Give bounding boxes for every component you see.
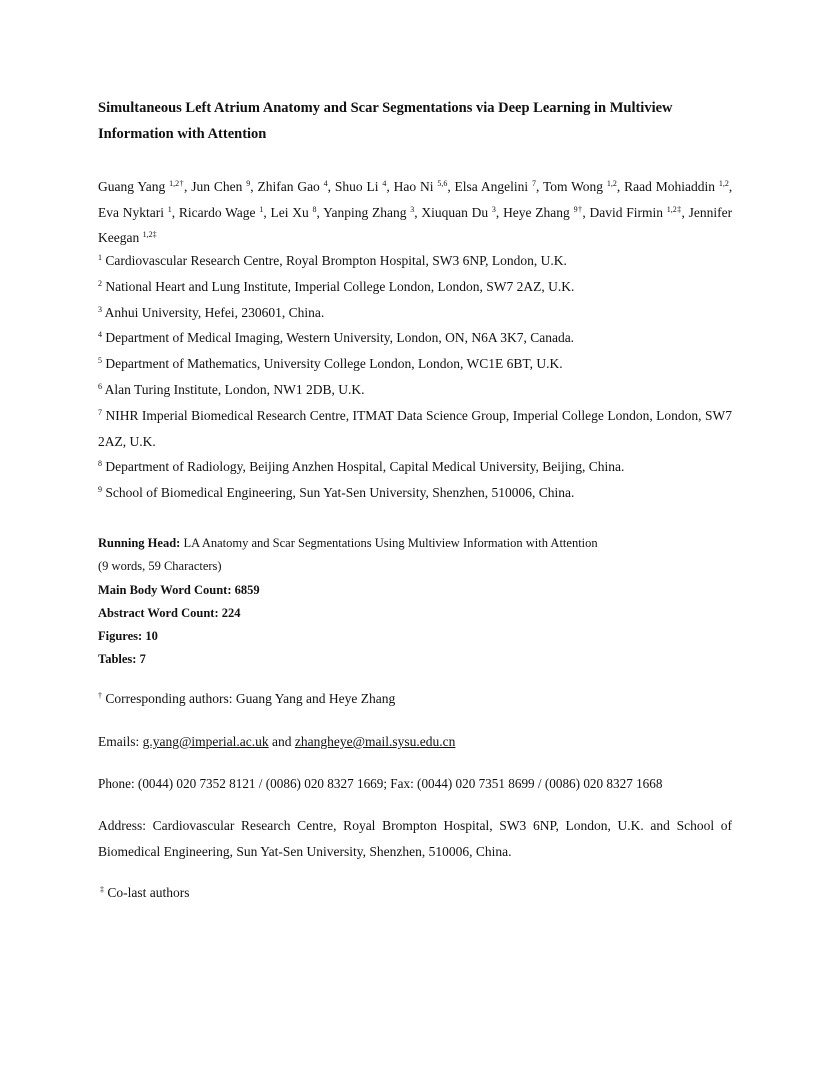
author xyxy=(503,205,582,220)
author-affiliation-marker: 9† xyxy=(573,204,583,214)
main-body-value: 6859 xyxy=(234,582,260,597)
author-affiliation-marker: 1,2 xyxy=(606,179,617,188)
running-head-label: Running Head: xyxy=(98,536,181,550)
manuscript-metadata xyxy=(98,532,732,672)
author-affiliation-marker: 4 xyxy=(323,179,328,188)
tables-value: 7 xyxy=(139,652,146,667)
email-link-yang[interactable]: g.yang@imperial.ac.uk xyxy=(142,734,269,749)
author xyxy=(421,205,496,220)
author-affiliation-marker: 1 xyxy=(167,204,172,214)
author-name: Jun Chen xyxy=(191,179,243,194)
author-name: Jennifer Keegan xyxy=(98,204,733,245)
author-name: Shuo Li xyxy=(334,179,379,194)
affiliation-text: Alan Turing Institute, London, NW1 2DB, U.K. xyxy=(104,381,365,397)
affiliation-number: 8 xyxy=(98,459,102,469)
corresponding-authors xyxy=(98,686,732,712)
author xyxy=(98,179,184,194)
affiliation xyxy=(98,274,732,300)
author-affiliation-marker: 4 xyxy=(382,179,387,188)
author-name: Tom Wong xyxy=(542,179,604,194)
abstract-value: 224 xyxy=(221,605,241,620)
author-name: Ricardo Wage xyxy=(178,204,256,220)
author xyxy=(589,205,681,220)
author-name: Guang Yang xyxy=(98,179,166,194)
affiliation-number: 1 xyxy=(98,253,102,262)
author-name: Yanping Zhang xyxy=(323,204,407,220)
affiliation-text: Department of Medical Imaging, Western University, London, ON, N6A 3K7, Canada. xyxy=(105,330,575,346)
dagger-symbol: † xyxy=(98,691,102,700)
figures-label: Figures: xyxy=(98,629,143,644)
tables-count xyxy=(98,648,732,671)
author xyxy=(624,179,729,194)
author xyxy=(98,205,172,220)
author-name: Heye Zhang xyxy=(503,204,570,220)
affiliation-number: 3 xyxy=(98,304,102,314)
paper-title: Simultaneous Left Atrium Anatomy and Scar Segmentations via Deep Learning in Multiview Information with Attention xyxy=(98,100,673,142)
author-name: Eva Nyktari xyxy=(98,204,164,220)
author-affiliation-marker: 3 xyxy=(410,204,415,214)
affiliation-number: 5 xyxy=(98,356,102,366)
main-body-label: Main Body Word Count: xyxy=(98,582,232,597)
author-name: Elsa Angelini xyxy=(454,179,529,194)
affiliation xyxy=(98,351,732,377)
author-affiliation-marker: 5,6 xyxy=(437,179,448,188)
author-name: Hao Ni xyxy=(393,179,434,194)
abstract-label: Abstract Word Count: xyxy=(98,605,219,620)
author xyxy=(335,179,386,194)
running-head xyxy=(98,532,732,555)
affiliation xyxy=(98,480,732,506)
figures-value: 10 xyxy=(145,629,158,644)
tables-label: Tables: xyxy=(98,652,137,667)
affiliation-text: Department of Radiology, Beijing Anzhen Hospital, Capital Medical University, Beijing, China. xyxy=(105,459,625,475)
author xyxy=(179,205,263,220)
author-affiliation-marker: 3 xyxy=(491,204,496,214)
affiliation xyxy=(98,325,732,351)
affiliation-text: Cardiovascular Research Centre, Royal Brompton Hospital, SW3 6NP, London, U.K. xyxy=(105,253,567,268)
address-paragraph: Address: Cardiovascular Research Centre, Royal Brompton Hospital, SW3 6NP, London, U.K. and School of Biomedical Engineering, Sun Yat-Sen University, Shenzhen, 510006, China. xyxy=(98,818,732,859)
author-affiliation-marker: 1,2‡ xyxy=(666,204,682,214)
author-affiliation-marker: 1,2 xyxy=(718,179,729,188)
affiliation-number: 9 xyxy=(98,485,102,495)
author xyxy=(543,179,617,194)
affiliation-number: 6 xyxy=(98,381,102,391)
emails-joiner: and xyxy=(272,734,292,749)
affiliation-text: School of Biomedical Engineering, Sun Yat-Sen University, Shenzhen, 510006, China. xyxy=(105,485,575,501)
affiliation-number: 2 xyxy=(98,278,102,288)
author-name: David Firmin xyxy=(589,204,663,220)
affiliation-text: National Heart and Lung Institute, Imperial College London, London, SW7 2AZ, U.K. xyxy=(105,278,575,294)
author xyxy=(191,179,250,194)
author xyxy=(394,179,448,194)
author xyxy=(455,179,536,194)
co-last-authors-text: Co-last authors xyxy=(107,885,190,900)
affiliation-number: 7 xyxy=(98,407,102,417)
author xyxy=(270,205,316,220)
author-affiliation-marker: 7 xyxy=(532,179,536,188)
affiliation xyxy=(98,248,732,274)
affiliation xyxy=(98,454,732,480)
affiliation-text: Anhui University, Hefei, 230601, China. xyxy=(104,304,325,320)
author-list: Guang Yang $^{1,2\dagger}$, Jun Chen $^9$, Zhifan Gao $^4$, Shuo Li $^4$, Hao Ni $^{5,6}$, Elsa Angelini $^7$, Tom Wong $^{1,2}$, Raad Mohiaddin $^{1,2}$, Eva Nyktari $^1$, Ricardo Wage $^1$, Lei Xu $^8$, Yanping Zhang $^3$, Xiuquan Du $^3$, Heye Zhang $^{9\dagger}$, David Firmin $^{1,2\ddagger}$, Jennifer Keegan $^{1,2\ddagger}$ xyxy=(98,179,733,245)
author-name: Raad Mohiaddin xyxy=(624,179,715,194)
author-affiliation-marker: 9 xyxy=(246,179,251,188)
author-name: Xiuquan Du xyxy=(421,204,489,220)
author xyxy=(323,205,414,220)
affiliation-list xyxy=(98,248,732,506)
main-body-word-count xyxy=(98,579,732,602)
affiliation xyxy=(98,377,732,403)
co-last-authors-note xyxy=(100,880,734,906)
running-head-note: (9 words, 59 Characters) xyxy=(98,559,222,574)
affiliation-text: NIHR Imperial Biomedical Research Centre, ITMAT Data Science Group, Imperial College London, London, SW7 2AZ, U.K. xyxy=(98,407,732,449)
affiliation-number: 4 xyxy=(98,330,102,340)
author-affiliation-marker: 1,2† xyxy=(169,179,185,188)
double-dagger-symbol: ‡ xyxy=(100,885,104,894)
author xyxy=(257,179,327,194)
affiliation xyxy=(98,300,732,326)
author-name: Lei Xu xyxy=(270,204,309,220)
running-head-value: LA Anatomy and Scar Segmentations Using Multiview Information with Attention xyxy=(183,536,598,550)
figures-count xyxy=(98,625,732,648)
author-name: Zhifan Gao xyxy=(257,179,320,194)
emails-line xyxy=(98,729,732,755)
affiliation-text: Department of Mathematics, University College London, London, WC1E 6BT, U.K. xyxy=(105,356,563,372)
email-link-zhang[interactable]: zhangheye@mail.sysu.edu.cn xyxy=(294,734,456,749)
author-affiliation-marker: 1 xyxy=(259,204,264,214)
corresponding-authors-text: Corresponding authors: Guang Yang and Heye Zhang xyxy=(105,691,396,706)
phone-fax-line: Phone: (0044) 020 7352 8121 / (0086) 020 8327 1669; Fax: (0044) 020 7351 8699 / (0086) 020 8327 1668 xyxy=(98,776,663,791)
emails-label: Emails: xyxy=(98,734,140,749)
affiliation xyxy=(98,403,732,455)
author-affiliation-marker: 1,2‡ xyxy=(142,230,157,239)
author-affiliation-marker: 8 xyxy=(312,204,317,214)
abstract-word-count xyxy=(98,602,732,625)
